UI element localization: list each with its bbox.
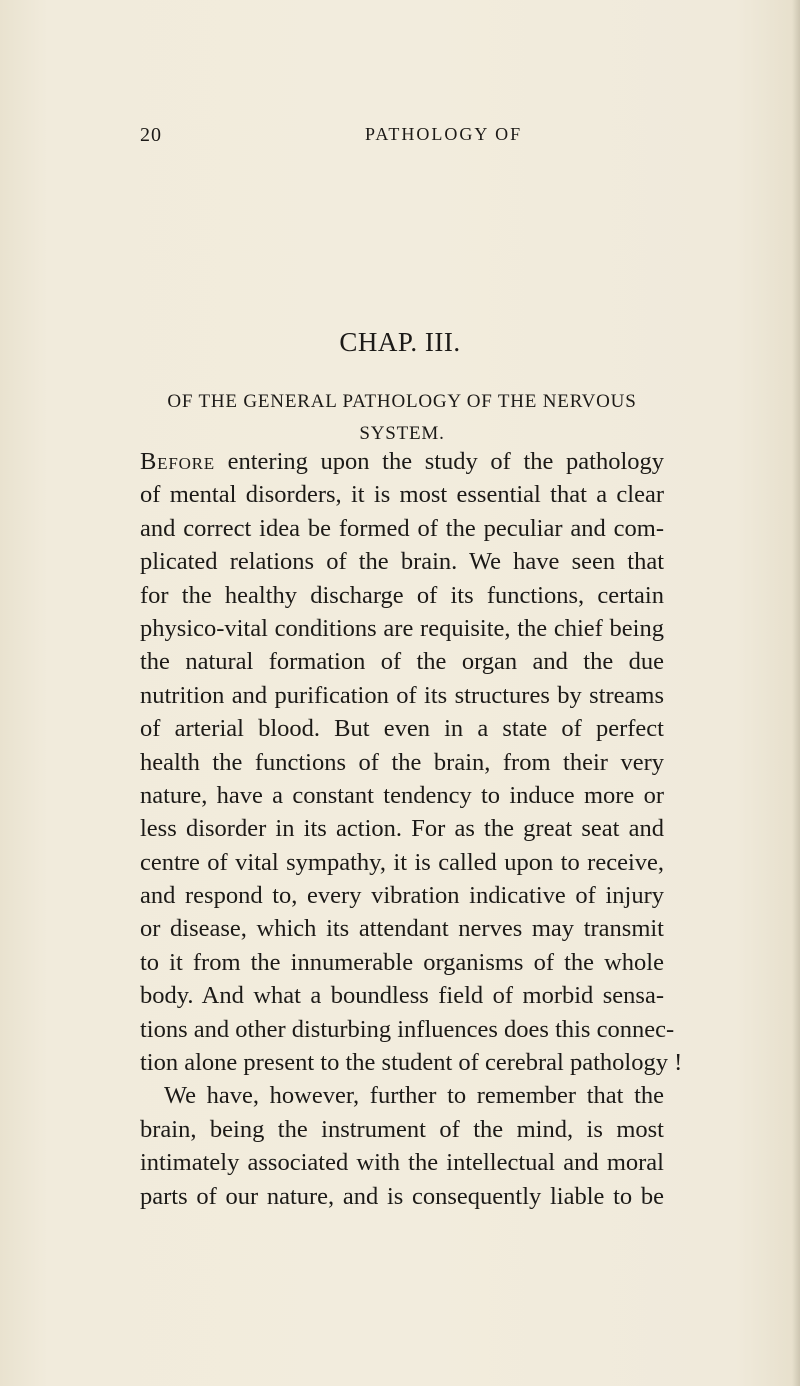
text-line: health the functions of the brain, from their very [140,748,664,776]
text-line: of arterial blood. But even in a state of perfect [140,715,664,743]
first-word: Before [140,448,215,475]
text-line: physico-vital conditions are requisite, the chief being [140,614,664,642]
text-line: of mental disorders, it is most essential that a clear [140,481,664,509]
text-line: tions and other disturbing influences does this connec- [140,1015,675,1043]
text-line: parts of our nature, and is consequently liable to be [140,1182,664,1210]
text-line [140,445,664,478]
page-edge-shadow [792,0,800,1386]
text-line: nature, have a constant tendency to induce more or [140,781,664,809]
text-line: intimately associated with the intellectual and moral [140,1149,664,1177]
text-line: or disease, which its attendant nerves may transmit [140,915,664,943]
running-head [0,124,800,152]
text-line: centre of vital sympathy, it is called upon to receive, [140,848,664,876]
text-line: to it from the innumerable organisms of the whole [140,948,664,976]
text-line: We have, however, further to remember that the [164,1082,664,1110]
text-line: less disorder in its action. For as the great seat and [140,815,664,843]
chapter-title-line: OF THE GENERAL PATHOLOGY OF THE NERVOUS [167,391,637,412]
chapter-title [140,386,664,450]
text-line: plicated relations of the brain. We have seen that [140,548,664,576]
text-line: and correct idea be formed of the peculiar and com- [140,514,664,542]
first-line-rest: entering upon the study of the pathology [227,448,665,475]
text-line: body. And what a boundless field of morbid sensa- [140,982,664,1010]
text-line: brain, being the instrument of the mind, is most [140,1115,664,1143]
running-title: PATHOLOGY OF [365,124,523,144]
chapter-heading: CHAP. III. [339,327,461,357]
body-text [140,445,683,1213]
chapter-title-line: SYSTEM. [359,423,445,444]
page-number: 20 [140,124,162,146]
text-line: tion alone present to the student of cerebral pathology ! [140,1049,683,1077]
text-line: for the healthy discharge of its functions, certain [140,581,664,609]
text-line: and respond to, every vibration indicative of injury [140,882,664,910]
text-line: the natural formation of the organ and the due [140,648,664,676]
text-line: nutrition and purification of its structures by streams [140,681,664,709]
